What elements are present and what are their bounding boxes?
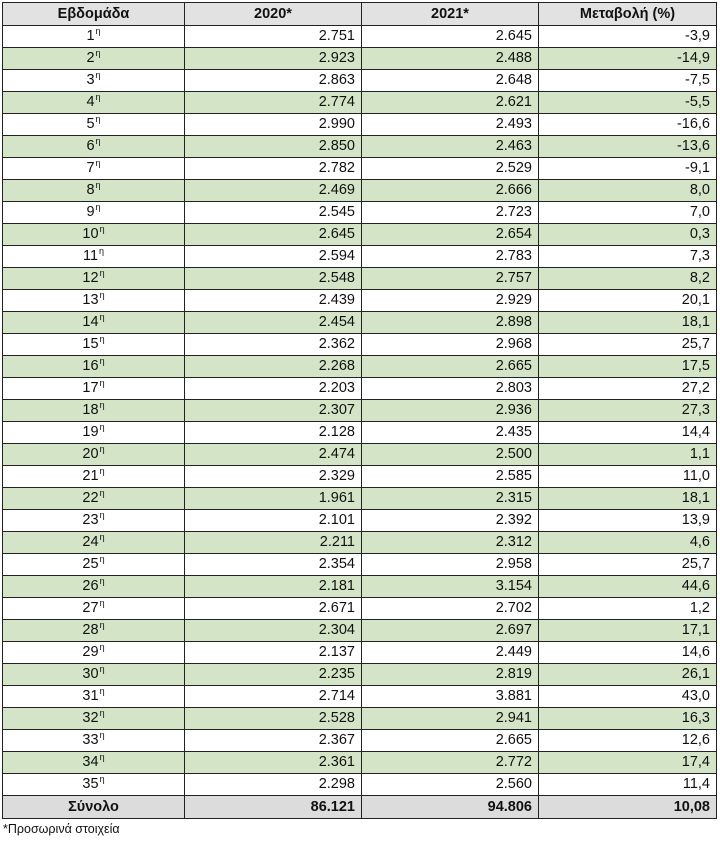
week-number: 28 — [82, 622, 99, 638]
week-ordinal-suffix: η — [95, 48, 101, 58]
table-row — [3, 708, 717, 730]
week-ordinal-suffix: η — [99, 752, 105, 762]
value-2021: 2.723 — [362, 202, 539, 224]
table-row — [3, 752, 717, 774]
value-2020: 2.528 — [185, 708, 362, 730]
week-cell — [3, 158, 185, 180]
week-cell — [3, 752, 185, 774]
footnote: *Προσωρινά στοιχεία — [3, 822, 120, 836]
table-header-row — [3, 3, 717, 26]
table-row — [3, 312, 717, 334]
table-row — [3, 268, 717, 290]
week-number: 24 — [82, 534, 99, 550]
value-2021: 2.315 — [362, 488, 539, 510]
week-number: 13 — [82, 292, 99, 308]
value-2021: 2.803 — [362, 378, 539, 400]
total-label: Σύνολο — [3, 796, 185, 819]
week-number: 20 — [82, 446, 99, 462]
value-2021: 2.665 — [362, 356, 539, 378]
change-percent: 17,1 — [539, 620, 717, 642]
change-percent: 7,3 — [539, 246, 717, 268]
total-row — [3, 796, 717, 819]
header-week: Εβδομάδα — [3, 3, 185, 26]
change-percent: -9,1 — [539, 158, 717, 180]
week-number: 10 — [82, 226, 99, 242]
value-2020: 2.714 — [185, 686, 362, 708]
value-2021: 2.958 — [362, 554, 539, 576]
value-2020: 2.594 — [185, 246, 362, 268]
value-2021: 2.819 — [362, 664, 539, 686]
value-2020: 2.863 — [185, 70, 362, 92]
change-percent: 27,3 — [539, 400, 717, 422]
value-2020: 2.671 — [185, 598, 362, 620]
week-cell — [3, 708, 185, 730]
week-cell — [3, 180, 185, 202]
value-2020: 2.367 — [185, 730, 362, 752]
week-number: 27 — [82, 600, 99, 616]
week-cell — [3, 114, 185, 136]
week-number: 18 — [82, 402, 99, 418]
week-cell — [3, 466, 185, 488]
week-cell — [3, 92, 185, 114]
table-row — [3, 554, 717, 576]
week-number: 8 — [86, 182, 95, 198]
value-2020: 2.469 — [185, 180, 362, 202]
table-row — [3, 202, 717, 224]
value-2021: 2.702 — [362, 598, 539, 620]
week-cell — [3, 334, 185, 356]
week-cell — [3, 444, 185, 466]
week-cell — [3, 774, 185, 796]
value-2020: 2.307 — [185, 400, 362, 422]
week-number: 17 — [82, 380, 99, 396]
change-percent: -13,6 — [539, 136, 717, 158]
week-number: 5 — [86, 116, 95, 132]
week-cell — [3, 26, 185, 48]
table-row — [3, 92, 717, 114]
value-2020: 2.304 — [185, 620, 362, 642]
value-2021: 2.898 — [362, 312, 539, 334]
week-number: 14 — [82, 314, 99, 330]
value-2020: 2.545 — [185, 202, 362, 224]
value-2021: 2.697 — [362, 620, 539, 642]
week-ordinal-suffix: η — [99, 576, 105, 586]
week-ordinal-suffix: η — [99, 422, 105, 432]
week-number: 22 — [82, 490, 99, 506]
week-ordinal-suffix: η — [99, 532, 105, 542]
value-2021: 2.621 — [362, 92, 539, 114]
value-2021: 2.648 — [362, 70, 539, 92]
value-2020: 2.268 — [185, 356, 362, 378]
week-ordinal-suffix: η — [99, 400, 105, 410]
change-percent: 43,0 — [539, 686, 717, 708]
value-2021: 2.529 — [362, 158, 539, 180]
change-percent: 11,0 — [539, 466, 717, 488]
value-2020: 2.990 — [185, 114, 362, 136]
value-2020: 2.923 — [185, 48, 362, 70]
week-cell — [3, 686, 185, 708]
week-number: 3 — [86, 72, 95, 88]
table-row — [3, 620, 717, 642]
total-2021: 94.806 — [362, 796, 539, 819]
change-percent: 0,3 — [539, 224, 717, 246]
weekly-comparison-table — [2, 2, 717, 819]
value-2020: 2.474 — [185, 444, 362, 466]
table-row — [3, 730, 717, 752]
value-2020: 2.782 — [185, 158, 362, 180]
week-cell — [3, 510, 185, 532]
week-number: 35 — [82, 776, 99, 792]
week-ordinal-suffix: η — [99, 620, 105, 630]
table-body — [3, 26, 717, 796]
table-row — [3, 774, 717, 796]
week-ordinal-suffix: η — [99, 554, 105, 564]
week-ordinal-suffix: η — [99, 356, 105, 366]
change-percent: 16,3 — [539, 708, 717, 730]
value-2020: 2.211 — [185, 532, 362, 554]
week-cell — [3, 642, 185, 664]
week-number: 11 — [82, 248, 99, 264]
value-2021: 2.645 — [362, 26, 539, 48]
value-2021: 2.463 — [362, 136, 539, 158]
week-cell — [3, 576, 185, 598]
change-percent: 1,2 — [539, 598, 717, 620]
week-ordinal-suffix: η — [99, 774, 105, 784]
table-row — [3, 26, 717, 48]
table-row — [3, 224, 717, 246]
value-2020: 2.137 — [185, 642, 362, 664]
change-percent: 14,4 — [539, 422, 717, 444]
value-2020: 2.298 — [185, 774, 362, 796]
table-row — [3, 664, 717, 686]
week-number: 26 — [82, 578, 99, 594]
value-2021: 2.560 — [362, 774, 539, 796]
table-row — [3, 180, 717, 202]
change-percent: 18,1 — [539, 312, 717, 334]
change-percent: 4,6 — [539, 532, 717, 554]
change-percent: -16,6 — [539, 114, 717, 136]
value-2021: 2.585 — [362, 466, 539, 488]
week-ordinal-suffix: η — [99, 466, 105, 476]
value-2021: 2.488 — [362, 48, 539, 70]
week-number: 9 — [86, 204, 95, 220]
week-cell — [3, 224, 185, 246]
week-ordinal-suffix: η — [95, 202, 101, 212]
week-number: 31 — [82, 688, 99, 704]
value-2021: 2.929 — [362, 290, 539, 312]
header-change: Μεταβολή (%) — [539, 3, 717, 26]
week-number: 4 — [86, 94, 95, 110]
week-cell — [3, 268, 185, 290]
table-row — [3, 356, 717, 378]
table-row — [3, 576, 717, 598]
week-cell — [3, 598, 185, 620]
week-cell — [3, 620, 185, 642]
change-percent: 7,0 — [539, 202, 717, 224]
change-percent: 12,6 — [539, 730, 717, 752]
change-percent: 8,0 — [539, 180, 717, 202]
value-2020: 2.101 — [185, 510, 362, 532]
table-row — [3, 246, 717, 268]
week-number: 33 — [82, 732, 99, 748]
value-2020: 2.362 — [185, 334, 362, 356]
table-row — [3, 114, 717, 136]
value-2021: 2.757 — [362, 268, 539, 290]
table-row — [3, 598, 717, 620]
week-cell — [3, 554, 185, 576]
table-row — [3, 136, 717, 158]
value-2021: 3.154 — [362, 576, 539, 598]
change-percent: 17,4 — [539, 752, 717, 774]
table-row — [3, 510, 717, 532]
week-ordinal-suffix: η — [95, 92, 101, 102]
value-2021: 2.772 — [362, 752, 539, 774]
week-ordinal-suffix: η — [99, 488, 105, 498]
week-cell — [3, 356, 185, 378]
week-ordinal-suffix: η — [99, 686, 105, 696]
week-number: 1 — [86, 28, 95, 44]
table-row — [3, 378, 717, 400]
table-row — [3, 488, 717, 510]
week-ordinal-suffix: η — [99, 224, 105, 234]
week-number: 12 — [82, 270, 99, 286]
week-cell — [3, 70, 185, 92]
week-number: 16 — [82, 358, 99, 374]
week-ordinal-suffix: η — [99, 246, 105, 256]
week-ordinal-suffix: η — [95, 70, 101, 80]
week-number: 6 — [86, 138, 95, 154]
week-number: 32 — [82, 710, 99, 726]
value-2021: 2.449 — [362, 642, 539, 664]
week-ordinal-suffix: η — [95, 180, 101, 190]
week-cell — [3, 246, 185, 268]
week-cell — [3, 400, 185, 422]
change-percent: -14,9 — [539, 48, 717, 70]
value-2020: 2.850 — [185, 136, 362, 158]
week-cell — [3, 202, 185, 224]
value-2020: 2.361 — [185, 752, 362, 774]
table-row — [3, 70, 717, 92]
week-ordinal-suffix: η — [95, 26, 101, 36]
table-row — [3, 290, 717, 312]
value-2020: 1.961 — [185, 488, 362, 510]
week-ordinal-suffix: η — [99, 664, 105, 674]
week-cell — [3, 488, 185, 510]
week-ordinal-suffix: η — [99, 642, 105, 652]
week-ordinal-suffix: η — [95, 158, 101, 168]
week-ordinal-suffix: η — [99, 444, 105, 454]
value-2020: 2.454 — [185, 312, 362, 334]
week-number: 29 — [82, 644, 99, 660]
week-cell — [3, 378, 185, 400]
week-number: 21 — [82, 468, 99, 484]
value-2020: 2.329 — [185, 466, 362, 488]
value-2021: 2.392 — [362, 510, 539, 532]
value-2020: 2.645 — [185, 224, 362, 246]
change-percent: 25,7 — [539, 334, 717, 356]
week-ordinal-suffix: η — [99, 290, 105, 300]
value-2021: 2.435 — [362, 422, 539, 444]
week-ordinal-suffix: η — [99, 334, 105, 344]
value-2021: 2.666 — [362, 180, 539, 202]
change-percent: 44,6 — [539, 576, 717, 598]
change-percent: 14,6 — [539, 642, 717, 664]
week-number: 34 — [82, 754, 99, 770]
value-2020: 2.235 — [185, 664, 362, 686]
value-2020: 2.774 — [185, 92, 362, 114]
value-2021: 2.783 — [362, 246, 539, 268]
week-number: 30 — [82, 666, 99, 682]
change-percent: -3,9 — [539, 26, 717, 48]
value-2021: 2.312 — [362, 532, 539, 554]
change-percent: -7,5 — [539, 70, 717, 92]
value-2021: 2.936 — [362, 400, 539, 422]
change-percent: 1,1 — [539, 444, 717, 466]
value-2021: 3.881 — [362, 686, 539, 708]
value-2020: 2.128 — [185, 422, 362, 444]
value-2020: 2.548 — [185, 268, 362, 290]
total-change: 10,08 — [539, 796, 717, 819]
value-2021: 2.941 — [362, 708, 539, 730]
week-cell — [3, 422, 185, 444]
week-number: 7 — [86, 160, 95, 176]
value-2021: 2.968 — [362, 334, 539, 356]
data-table-container — [2, 2, 716, 819]
value-2020: 2.439 — [185, 290, 362, 312]
week-cell — [3, 532, 185, 554]
total-2020: 86.121 — [185, 796, 362, 819]
week-ordinal-suffix: η — [95, 136, 101, 146]
table-row — [3, 48, 717, 70]
change-percent: 11,4 — [539, 774, 717, 796]
change-percent: 25,7 — [539, 554, 717, 576]
table-row — [3, 466, 717, 488]
table-row — [3, 400, 717, 422]
table-row — [3, 532, 717, 554]
change-percent: 13,9 — [539, 510, 717, 532]
change-percent: 17,5 — [539, 356, 717, 378]
week-cell — [3, 290, 185, 312]
value-2020: 2.203 — [185, 378, 362, 400]
week-ordinal-suffix: η — [99, 708, 105, 718]
week-cell — [3, 730, 185, 752]
week-ordinal-suffix: η — [99, 312, 105, 322]
table-row — [3, 642, 717, 664]
value-2021: 2.654 — [362, 224, 539, 246]
week-cell — [3, 48, 185, 70]
week-number: 15 — [82, 336, 99, 352]
value-2020: 2.181 — [185, 576, 362, 598]
week-number: 23 — [82, 512, 99, 528]
value-2020: 2.354 — [185, 554, 362, 576]
week-ordinal-suffix: η — [99, 268, 105, 278]
change-percent: 18,1 — [539, 488, 717, 510]
change-percent: 20,1 — [539, 290, 717, 312]
header-2020: 2020* — [185, 3, 362, 26]
table-row — [3, 686, 717, 708]
change-percent: 27,2 — [539, 378, 717, 400]
week-cell — [3, 312, 185, 334]
change-percent: -5,5 — [539, 92, 717, 114]
header-2021: 2021* — [362, 3, 539, 26]
table-row — [3, 158, 717, 180]
table-row — [3, 334, 717, 356]
change-percent: 8,2 — [539, 268, 717, 290]
table-row — [3, 422, 717, 444]
week-ordinal-suffix: η — [99, 598, 105, 608]
value-2021: 2.493 — [362, 114, 539, 136]
week-cell — [3, 664, 185, 686]
value-2021: 2.500 — [362, 444, 539, 466]
value-2021: 2.665 — [362, 730, 539, 752]
week-cell — [3, 136, 185, 158]
week-ordinal-suffix: η — [99, 378, 105, 388]
week-ordinal-suffix: η — [99, 510, 105, 520]
table-row — [3, 444, 717, 466]
week-ordinal-suffix: η — [99, 730, 105, 740]
change-percent: 26,1 — [539, 664, 717, 686]
week-ordinal-suffix: η — [95, 114, 101, 124]
value-2020: 2.751 — [185, 26, 362, 48]
week-number: 25 — [82, 556, 99, 572]
week-number: 2 — [86, 50, 95, 66]
week-number: 19 — [82, 424, 99, 440]
